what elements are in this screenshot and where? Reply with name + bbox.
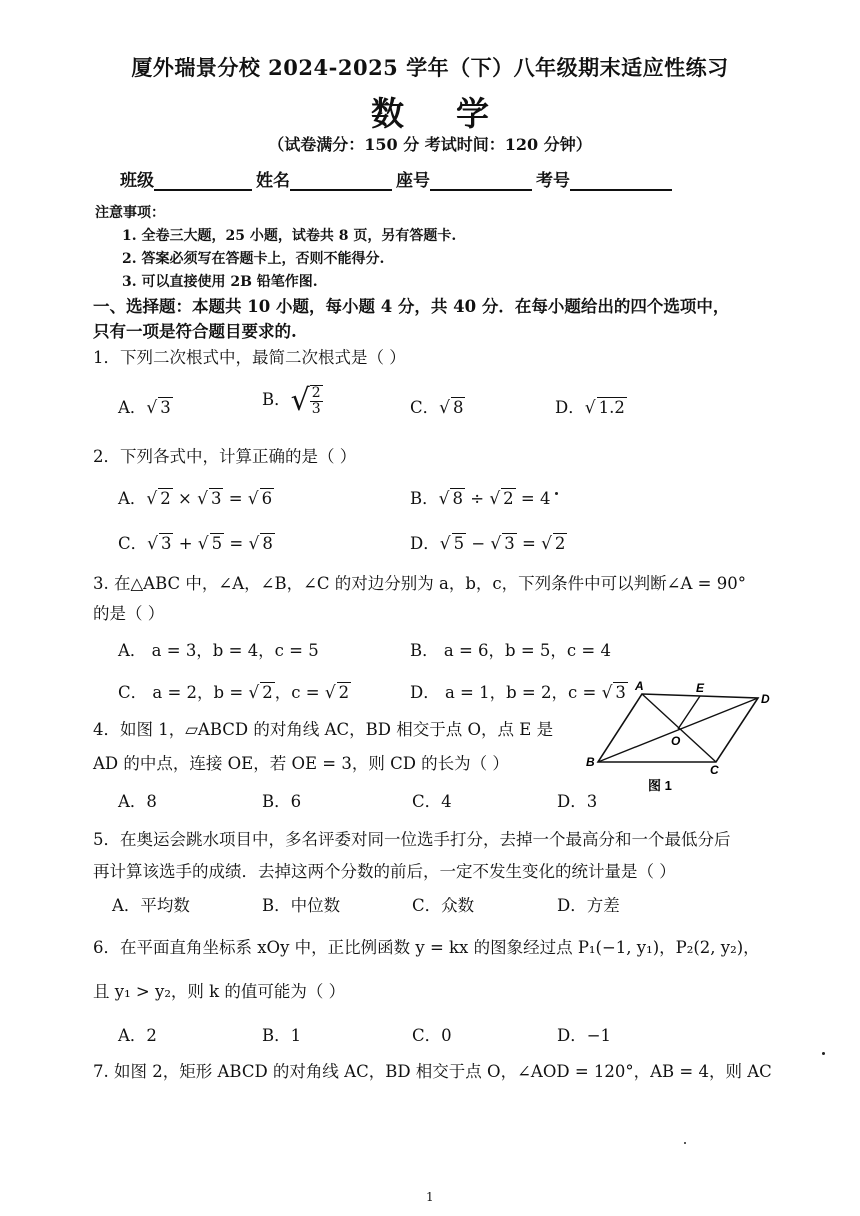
exam-title: 厦外瑞景分校 2024-2025 学年（下）八年级期末适应性练习 bbox=[131, 55, 729, 80]
q6-option-a[interactable]: A．2 bbox=[118, 1026, 157, 1045]
q3-option-c[interactable]: C． a = 2，b = √ 2 ，c = √ 2 bbox=[118, 683, 350, 703]
question-2-stem: 2．下列各式中，计算正确的是（ ） bbox=[93, 447, 357, 466]
q3-option-d[interactable]: D． a = 1，b = 2，c = √ 3 bbox=[410, 683, 626, 703]
exam-no-label: 考号 bbox=[536, 171, 570, 191]
q5-option-d[interactable]: D．方差 bbox=[557, 896, 620, 915]
exam-info: （试卷满分：150 分 考试时间：120 分钟） bbox=[268, 135, 592, 154]
label-d: D bbox=[761, 692, 770, 706]
q6-option-b[interactable]: B．1 bbox=[262, 1026, 302, 1045]
seat-field[interactable] bbox=[430, 173, 532, 191]
question-3-stem: 3. 在△ABC 中，∠A，∠B，∠C 的对边分别为 a，b，c，下列条件中可以判断∠A = 90° bbox=[93, 574, 746, 593]
q5-option-b[interactable]: B．中位数 bbox=[262, 896, 341, 915]
notes-title: 注意事项： bbox=[95, 205, 165, 221]
q5-option-c[interactable]: C．众数 bbox=[412, 896, 475, 915]
question-6-stem-cont: 且 y₁ > y₂，则 k 的值可能为（ ） bbox=[93, 982, 346, 1001]
q1-option-d[interactable]: D．√ 1.2 bbox=[555, 398, 625, 418]
name-field[interactable] bbox=[290, 173, 392, 191]
section-heading: 一、选择题：本题共 10 小题，每小题 4 分，共 40 分．在每小题给出的四个选项中， bbox=[93, 297, 730, 316]
question-4-stem: 4．如图 1，▱ABCD 的对角线 AC，BD 相交于点 O，点 E 是 bbox=[93, 720, 554, 739]
scan-speck bbox=[684, 1142, 686, 1144]
label-b: B bbox=[586, 755, 595, 769]
q2-option-d[interactable]: D．√ 5 − √ 3 = √ 2 bbox=[410, 534, 566, 554]
scan-speck bbox=[555, 492, 558, 495]
question-5-stem-cont: 再计算该选手的成绩．去掉这两个分数的前后，一定不发生变化的统计量是（ ） bbox=[93, 862, 676, 881]
figure-1-parallelogram bbox=[580, 678, 780, 798]
q1-option-a[interactable]: A．√ 3 bbox=[118, 398, 171, 418]
question-7-stem: 7. 如图 2，矩形 ABCD 的对角线 AC，BD 相交于点 O，∠AOD = 120°，AB = 4，则 AC bbox=[93, 1062, 772, 1081]
q4-option-c[interactable]: C．4 bbox=[412, 792, 452, 811]
class-label: 班级 bbox=[120, 171, 154, 191]
q1-option-c[interactable]: C．√ 8 bbox=[410, 398, 464, 418]
exam-no-field[interactable] bbox=[570, 173, 672, 191]
subject-title: 数学 bbox=[371, 94, 541, 133]
segment-oe bbox=[678, 696, 700, 729]
page-number: 1 bbox=[426, 1190, 434, 1204]
seat-label: 座号 bbox=[396, 171, 430, 191]
q4-option-a[interactable]: A．8 bbox=[118, 792, 157, 811]
figure-1-caption: 图 1 bbox=[648, 778, 672, 793]
q2-option-b[interactable]: B．√ 8 ÷ √ 2 = 4 bbox=[410, 489, 551, 509]
q1-option-b[interactable]: B．√ $\frac{2}{3}$ bbox=[262, 383, 321, 418]
question-5-stem: 5．在奥运会跳水项目中，多名评委对同一位选手打分，去掉一个最高分和一个最低分后 bbox=[93, 830, 731, 849]
note-item: 3. 可以直接使用 2B 铅笔作图. bbox=[122, 274, 318, 290]
q3-option-b[interactable]: B． a = 6，b = 5，c = 4 bbox=[410, 641, 611, 660]
class-field[interactable] bbox=[154, 173, 252, 191]
label-e: E bbox=[696, 681, 705, 695]
note-item: 2. 答案必须写在答题卡上，否则不能得分. bbox=[122, 251, 385, 267]
label-o: O bbox=[671, 734, 681, 748]
q4-option-b[interactable]: B．6 bbox=[262, 792, 302, 811]
label-a: A bbox=[635, 679, 644, 693]
question-4-stem-cont: AD 的中点，连接 OE，若 OE = 3，则 CD 的长为（ ） bbox=[93, 754, 509, 773]
name-label: 姓名 bbox=[256, 171, 290, 191]
note-item: 1. 全卷三大题，25 小题，试卷共 8 页，另有答题卡. bbox=[122, 228, 457, 244]
q2-option-a[interactable]: A．√ 2 × √ 3 = √ 6 bbox=[118, 489, 273, 509]
q2-option-c[interactable]: C．√ 3 + √ 5 = √ 8 bbox=[118, 534, 273, 554]
q6-option-d[interactable]: D．−1 bbox=[557, 1026, 612, 1045]
q4-option-d[interactable]: D．3 bbox=[557, 792, 598, 811]
q3-option-a[interactable]: A． a = 3，b = 4，c = 5 bbox=[118, 641, 319, 660]
student-info-row bbox=[120, 166, 676, 191]
question-3-stem-cont: 的是（ ） bbox=[93, 604, 165, 623]
label-c: C bbox=[710, 763, 719, 777]
question-1-stem: 1．下列二次根式中，最简二次根式是（ ） bbox=[93, 348, 406, 367]
scan-speck bbox=[822, 1052, 825, 1055]
section-heading-cont: 只有一项是符合题目要求的. bbox=[93, 322, 297, 341]
q6-option-c[interactable]: C．0 bbox=[412, 1026, 452, 1045]
q5-option-a[interactable]: A．平均数 bbox=[112, 896, 190, 915]
question-6-stem: 6．在平面直角坐标系 xOy 中，正比例函数 y = kx 的图象经过点 P₁(−1, y₁)，P₂(2, y₂)， bbox=[93, 938, 760, 957]
diagonal-bd bbox=[598, 698, 758, 762]
